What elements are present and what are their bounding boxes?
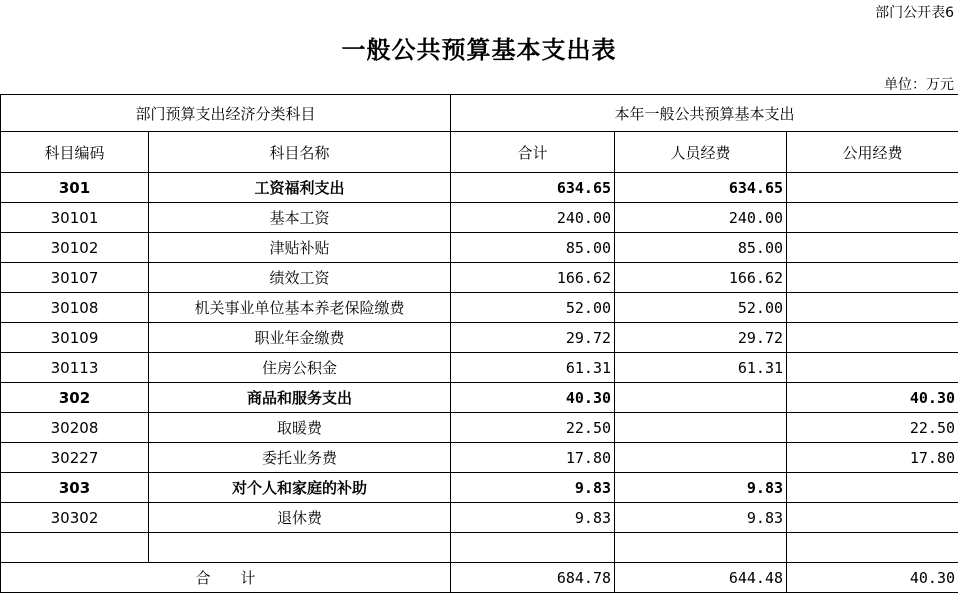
cell-name: 商品和服务支出: [149, 383, 451, 413]
table-row: [1, 203, 958, 233]
total-row: [1, 563, 958, 593]
cell-personnel: 29.72: [615, 323, 787, 353]
cell-name: 工资福利支出: [149, 173, 451, 203]
table-row: [1, 263, 958, 293]
cell-code: 30102: [1, 233, 149, 263]
cell-public: 22.50: [787, 413, 958, 443]
cell-name: 退休费: [149, 503, 451, 533]
cell-name: 绩效工资: [149, 263, 451, 293]
cell-total: 166.62: [451, 263, 615, 293]
cell-name: [149, 533, 451, 563]
table-row: [1, 503, 958, 533]
cell-total: 29.72: [451, 323, 615, 353]
cell-name: 职业年金缴费: [149, 323, 451, 353]
cell-public: [787, 173, 958, 203]
total-personnel: 644.48: [615, 563, 787, 593]
column-header-total: 合计: [451, 132, 615, 173]
cell-name: 机关事业单位基本养老保险缴费: [149, 293, 451, 323]
cell-public: [787, 323, 958, 353]
cell-total: 240.00: [451, 203, 615, 233]
cell-public: 40.30: [787, 383, 958, 413]
cell-code: 30108: [1, 293, 149, 323]
table-row: [1, 353, 958, 383]
column-header-code: 科目编码: [1, 132, 149, 173]
cell-code: 303: [1, 473, 149, 503]
table-row: [1, 293, 958, 323]
cell-public: [787, 203, 958, 233]
cell-total: 22.50: [451, 413, 615, 443]
cell-personnel: 85.00: [615, 233, 787, 263]
cell-public: [787, 233, 958, 263]
cell-total: [451, 533, 615, 563]
group-header-row: [1, 95, 958, 132]
cell-code: 30113: [1, 353, 149, 383]
cell-name: 取暖费: [149, 413, 451, 443]
cell-public: 17.80: [787, 443, 958, 473]
cell-total: 17.80: [451, 443, 615, 473]
cell-public: [787, 533, 958, 563]
cell-code: 30208: [1, 413, 149, 443]
group-header-right: 本年一般公共预算基本支出: [451, 95, 958, 132]
total-public: 40.30: [787, 563, 958, 593]
budget-table: [0, 94, 958, 593]
column-header-name: 科目名称: [149, 132, 451, 173]
cell-code: [1, 533, 149, 563]
cell-code: 30107: [1, 263, 149, 293]
total-sum: 684.78: [451, 563, 615, 593]
cell-total: 85.00: [451, 233, 615, 263]
cell-total: 634.65: [451, 173, 615, 203]
cell-total: 9.83: [451, 503, 615, 533]
cell-name: 津贴补贴: [149, 233, 451, 263]
cell-public: [787, 503, 958, 533]
column-header-personnel: 人员经费: [615, 132, 787, 173]
cell-name: 对个人和家庭的补助: [149, 473, 451, 503]
table-row: [1, 323, 958, 353]
page-title: 一般公共预算基本支出表: [0, 30, 958, 65]
cell-total: 9.83: [451, 473, 615, 503]
cell-name: 委托业务费: [149, 443, 451, 473]
cell-personnel: [615, 413, 787, 443]
column-header-public: 公用经费: [787, 132, 958, 173]
cell-public: [787, 263, 958, 293]
cell-name: 住房公积金: [149, 353, 451, 383]
cell-personnel: [615, 383, 787, 413]
table-row: [1, 383, 958, 413]
cell-total: 61.31: [451, 353, 615, 383]
table-row: [1, 533, 958, 563]
cell-total: 52.00: [451, 293, 615, 323]
column-header-row: [1, 132, 958, 173]
table-row: [1, 473, 958, 503]
cell-public: [787, 353, 958, 383]
cell-public: [787, 293, 958, 323]
table-row: [1, 233, 958, 263]
cell-personnel: 61.31: [615, 353, 787, 383]
cell-public: [787, 473, 958, 503]
cell-code: 30101: [1, 203, 149, 233]
table-row: [1, 173, 958, 203]
cell-personnel: 52.00: [615, 293, 787, 323]
cell-personnel: 240.00: [615, 203, 787, 233]
cell-personnel: 9.83: [615, 473, 787, 503]
cell-code: 302: [1, 383, 149, 413]
table-row: [1, 413, 958, 443]
cell-personnel: 9.83: [615, 503, 787, 533]
cell-personnel: [615, 443, 787, 473]
cell-code: 30227: [1, 443, 149, 473]
cell-code: 30109: [1, 323, 149, 353]
table-body: [1, 173, 958, 563]
cell-code: 301: [1, 173, 149, 203]
cell-personnel: 634.65: [615, 173, 787, 203]
group-header-left: 部门预算支出经济分类科目: [1, 95, 451, 132]
unit-label: 单位：万元: [884, 74, 954, 94]
total-label: 合 计: [1, 563, 451, 593]
table-row: [1, 443, 958, 473]
cell-code: 30302: [1, 503, 149, 533]
cell-personnel: [615, 533, 787, 563]
cell-name: 基本工资: [149, 203, 451, 233]
cell-personnel: 166.62: [615, 263, 787, 293]
cell-total: 40.30: [451, 383, 615, 413]
table-tag: 部门公开表6: [875, 2, 954, 22]
